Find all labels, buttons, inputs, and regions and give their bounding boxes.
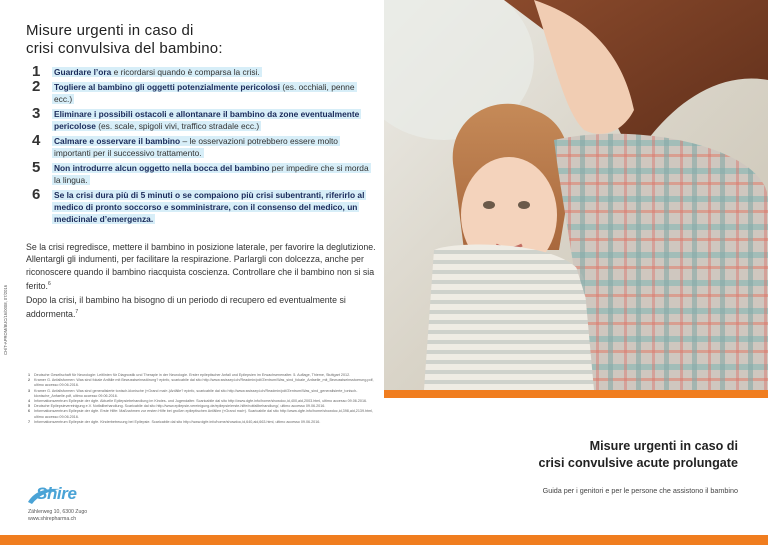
references-list [28, 373, 378, 425]
reference-text: Informationszentrum Epilepsie der dgfe. Kinderbetreuung bei Epilepsie. Scaricabile dal sito http://www.dgfe.info/home/showdoc,id,640,aid,663.html, ultimo accesso 09.06.2016. [34, 419, 321, 424]
reference-number: 1 [28, 373, 31, 377]
step-bold: Non introdurre alcun oggetto nella bocca del bambino [54, 163, 270, 173]
reference-number: 6 [28, 409, 31, 414]
step-number: 1 [32, 63, 41, 80]
step-item [32, 105, 372, 132]
step-rest: per impedire che si morda la lingua. [54, 163, 369, 185]
cover-photo [384, 0, 768, 390]
cover-subtitle: Guida per i genitori e per le persone che assistono il bambino [542, 486, 738, 495]
accent-bar-left [0, 535, 384, 545]
shire-logo: Shire [36, 484, 77, 503]
paragraph-1-text: Se la crisi regredisce, mettere il bambino in posizione laterale, per favorire la deglutizione. Allentargli gli indumenti, per facilitare la respirazione. Parlargli con dolcezza, anche per riconoscere quando il bambino riacquista coscienza. Controllare che il bambino non si sia ferito. [26, 242, 376, 292]
mother-child-photo-icon [384, 0, 768, 390]
paragraph-2-text: Dopo la crisi, il bambino ha bisogno di un periodo di recupero ed eventualmente si addormenta. [26, 295, 346, 320]
document-code: CH/T-APROM/BUC/16/0008, 07/2016 [3, 284, 8, 355]
cover-panel [384, 0, 768, 545]
cover-title [539, 438, 738, 472]
accent-bar-photo [384, 390, 768, 398]
reference-text: Deutsche Epilepsievereinigung e.V. Notfallbehandlung. Scaricabile dal sito http://www.epilepsie-vereinigung.de/epilepsie/erste-hilfe/notfallbehandlung/, ultimo accesso 09.06.2016. [34, 404, 326, 409]
step-item [32, 159, 372, 186]
accent-bar-right [384, 535, 768, 545]
step-number: 2 [32, 78, 41, 95]
paragraph-1-ref: 6 [48, 281, 51, 288]
address-line: Zählerweg 10, 6300 Zugo [28, 509, 88, 515]
back-title-line-2: crisi convulsiva del bambino: [26, 40, 223, 57]
step-item [32, 132, 372, 159]
step-number: 6 [32, 186, 41, 203]
step-bold: Se la crisi dura più di 5 minuti o se compaiono più crisi subentranti, riferirlo al medico di pronto soccorso e somministrare, con il consenso del medico, un medicinale d’emergenza. [54, 190, 365, 224]
step-rest: (es. scale, spigoli vivi, traffico stradale ecc.) [95, 121, 260, 131]
step-item [32, 78, 372, 105]
step-item [32, 63, 372, 80]
step-bold: Eliminare i possibili ostacoli e allontanare il bambino da zone eventualmente pericolose [54, 109, 360, 131]
step-rest: – le osservazioni potrebbero essere molto importanti per il successivo trattamento. [54, 136, 338, 158]
website-line: www.shirepharma.ch [28, 516, 77, 523]
reference-item [28, 420, 378, 425]
reference-text: Kramer G. Anfallsformen: Was sind generalisierte tonisch-klonische («Grand mal»-)Anfälle? epinfo, scaricabile dal sito http://www.swissepi.ch/Readmin/pdf/Zentrum/Was_sind_generalisierte_tonisch-klonische_Anfaelle.pdf, ultimo accesso 09.06.2016. [34, 388, 358, 398]
company-address [28, 509, 87, 524]
reference-text: Kramer G. Anfallsformen: Was sind fokale Anfälle mit Bewusstseinsstörung? epinfo, scaricabile dal sito http://www.swissepi.ch/Readmin/pdf/Zentrum/Was_sind_fokale_Anfaelle_mit_Bewusstseinsstoerung.pdf, ultimo accesso 09.06.2016. [34, 378, 374, 388]
step-number: 3 [32, 105, 41, 122]
reference-number: 4 [28, 399, 31, 404]
reference-text: Informationszentrum Epilepsie der dgfe. Aktuelle Epilepsiebehandlung im Kindes- und Jugendalter. Scaricabile dal sito http://www.dgfe.info/home/showdoc,id,400,aid,2003.html, ultimo accesso 09.06.2016. [34, 399, 368, 404]
step-bold: Calmare e osservare il bambino [54, 136, 181, 146]
paragraph-recovery [26, 241, 376, 293]
back-title [26, 22, 223, 58]
steps-list [32, 63, 372, 228]
step-item [32, 186, 372, 225]
step-bold: Guardare l’ora [54, 67, 112, 77]
step-rest: (es. occhiali, penne ecc.) [54, 82, 355, 104]
reference-number: 7 [28, 419, 31, 424]
step-number: 4 [32, 132, 41, 149]
reference-text: Informationszentrum Epilepsie der dgfe. Erste Hilfe: Maßnahmen zur ersten Hilfe bei großen epileptischen Anfällen («Grand mal»). Scaricabile dal sito http://www.dgfe.info/home/showdoc,id,398,aid,2139.html, ultimo accesso 09.06.2016. [34, 409, 374, 419]
reference-item [28, 389, 378, 399]
back-title-line-1: Misure urgenti in caso di [26, 22, 194, 39]
reference-number: 5 [28, 404, 31, 409]
reference-text: Deutsche Gesellschaft für Neurologie: Leitlinien für Diagnostik und Therapie in der Neurologie. Erster epileptischer Anfall und Epilepsien im Erwachsenenalter. 5. Auflage, Thieme, Stuttgart 2012. [34, 373, 351, 377]
reference-item [28, 409, 378, 419]
reference-number: 2 [28, 378, 31, 383]
step-number: 5 [32, 159, 41, 176]
step-bold: Togliere al bambino gli oggetti potenzialmente pericolosi [54, 82, 280, 92]
step-rest: e ricordarsi quando è comparsa la crisi. [111, 67, 260, 77]
cover-title-line-2: crisi convulsive acute prolungate [538, 456, 738, 470]
paragraph-after [26, 294, 376, 321]
cover-title-line-1: Misure urgenti in caso di [589, 439, 738, 453]
reference-item [28, 378, 378, 388]
paragraph-2-ref: 7 [75, 309, 79, 316]
reference-number: 3 [28, 388, 31, 393]
